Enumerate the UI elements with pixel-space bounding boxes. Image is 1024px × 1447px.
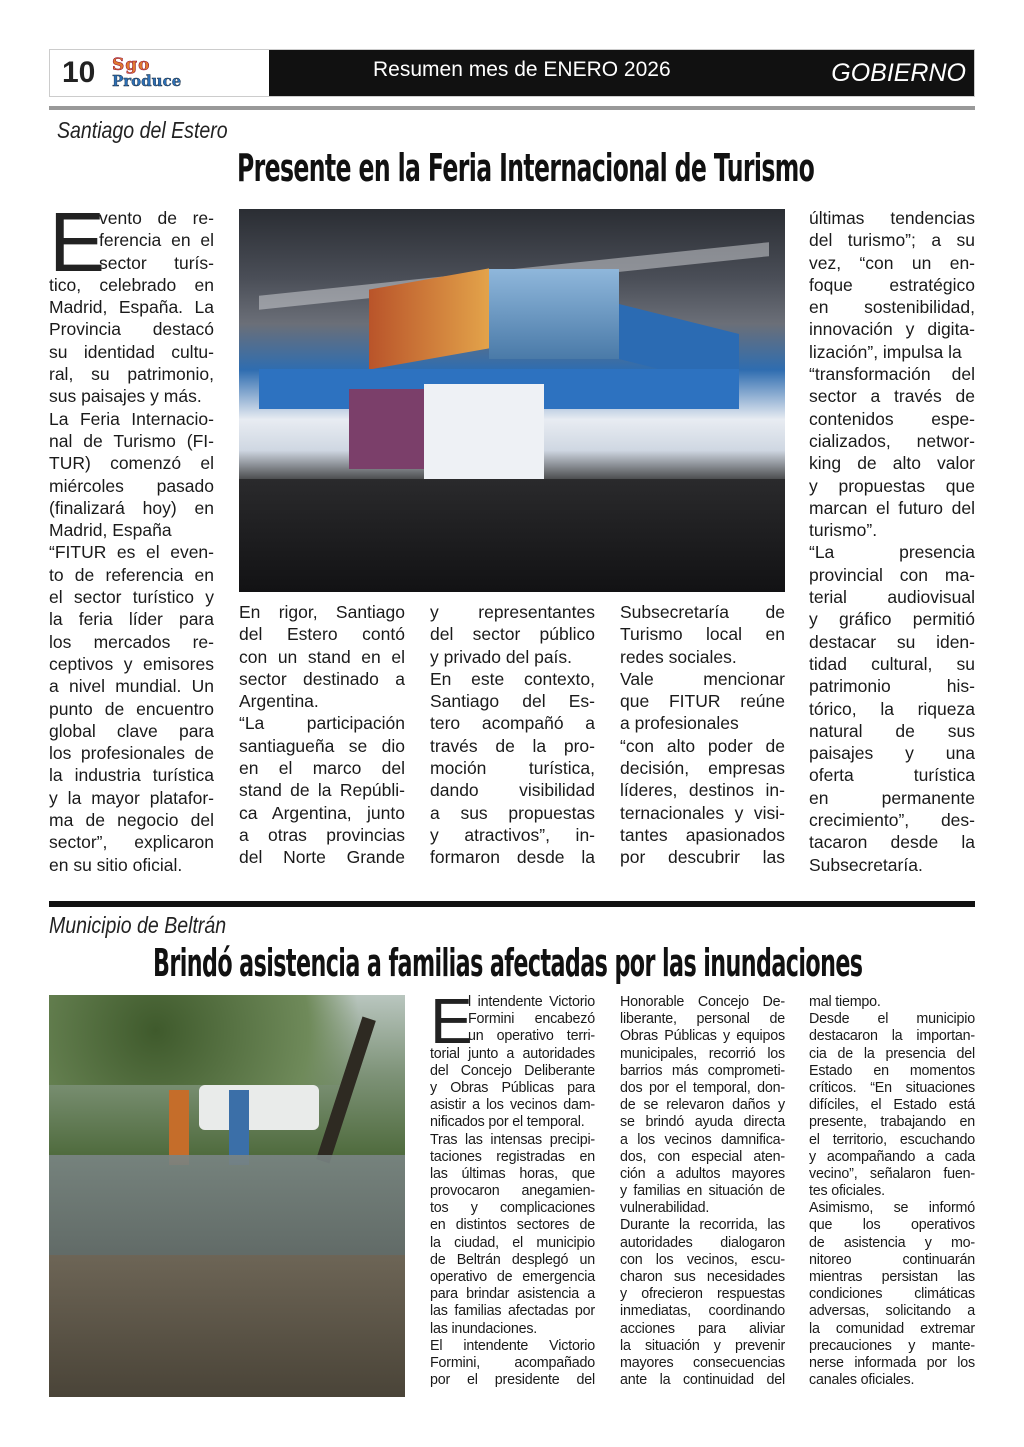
text-line: El intendente Victorio — [430, 1337, 595, 1354]
text-line: críticos. “En situaciones — [809, 1079, 975, 1096]
text-line: acciones para aliviar — [620, 1320, 785, 1337]
text-line: turismo”. — [809, 520, 878, 541]
text-line: dos por el temporal, don- — [620, 1079, 785, 1096]
text-line: precauciones y mante- — [809, 1337, 975, 1354]
text-line: a profesionales — [620, 713, 739, 734]
text-line: canales oficiales. — [809, 1372, 915, 1389]
text-line: y familias en situación de — [620, 1183, 785, 1200]
text-line: con los vecinos, escu- — [620, 1251, 785, 1268]
text-line: patrimonio his- — [809, 676, 975, 697]
text-line: tidad cultural, su — [809, 653, 975, 674]
text-line: moción turística, — [430, 758, 595, 779]
text-line: condiciones climáticas — [809, 1286, 975, 1303]
article1-headline: Presente en la Feria Internacional de Turismo — [237, 146, 815, 190]
text-line: tes oficiales. — [809, 1183, 885, 1200]
text-line: santiagueña se dio — [239, 735, 405, 756]
text-line: punto de encuentro — [49, 698, 214, 719]
text-line: contenidos espe- — [809, 408, 975, 429]
text-line: tero acompañó a — [430, 713, 595, 734]
text-line: la comunidad extremar — [809, 1320, 975, 1337]
text-line: del turismo”; a su — [809, 230, 975, 251]
text-line: dando visibilidad — [430, 780, 595, 801]
text-line: se brindó ayuda directa — [620, 1114, 785, 1131]
text-line: las últimas horas, que — [430, 1165, 595, 1182]
text-line: adversas, solicitando a — [809, 1303, 975, 1320]
text-line: stand de la Repúbli- — [239, 780, 405, 801]
text-line: mayores consecuencias — [620, 1354, 785, 1371]
text-line: marcan el futuro del — [809, 497, 975, 518]
text-line: en sostenibilidad, — [809, 297, 975, 318]
text-line: Provincia destacó — [49, 319, 214, 340]
section-name: GOBIERNO — [831, 59, 966, 87]
text-line: asistir a los vecinos dam- — [430, 1097, 595, 1114]
text-line: Durante la recorrida, las — [620, 1217, 785, 1234]
text-line: el territorio, escuchando — [809, 1131, 975, 1148]
text-line: Honorable Concejo De- — [620, 994, 785, 1010]
text-line: Turismo local en — [620, 624, 785, 645]
text-line: los mercados re- — [49, 631, 214, 652]
text-line: las familias afectadas por — [430, 1303, 595, 1320]
text-line: “transformación del — [809, 364, 975, 385]
article1-column-4 — [620, 601, 785, 869]
text-line: ceptivos y emisores — [49, 653, 214, 674]
article2-kicker: Municipio de Beltrán — [49, 912, 227, 938]
text-line: Subsecretaría. — [809, 854, 923, 875]
text-line: “con alto poder de — [620, 735, 785, 756]
text-line: “La presencia — [809, 542, 975, 563]
text-line: operativo de emergencia — [430, 1269, 595, 1285]
text-line: y privado del país. — [430, 646, 573, 667]
article2-column-2 — [620, 994, 785, 1389]
text-line: En rigor, Santiago — [239, 602, 405, 622]
text-line: y la mayor platafor- — [49, 787, 214, 808]
text-line: el sector turístico y — [49, 587, 214, 608]
text-line: la situación y prevenir — [620, 1337, 785, 1354]
text-line: nificados por el temporal. — [430, 1114, 585, 1131]
text-line: la industria turística — [49, 765, 214, 786]
text-line: redes sociales. — [620, 646, 737, 667]
text-line: los profesionales de — [49, 743, 214, 764]
text-line: Asimismo, se informó — [809, 1200, 975, 1217]
flood-assistance-photo — [49, 995, 405, 1397]
text-line: nal de Turismo (FI- — [49, 430, 214, 451]
drop-cap: E — [49, 195, 106, 290]
text-line: y atractivos”, in- — [430, 824, 595, 845]
text-line: paisajes y una — [809, 743, 975, 764]
text-line: natural de sus — [809, 720, 975, 741]
sgo-produce-logo — [112, 57, 181, 89]
article2-column-1 — [430, 984, 595, 1389]
text-line: miércoles pasado — [49, 475, 214, 496]
text-line: del Norte Grande — [239, 847, 405, 868]
text-line: cia de la presencia del — [809, 1045, 975, 1062]
text-line: barrios más comprometi- — [620, 1062, 785, 1079]
text-line: y representantes — [430, 602, 595, 622]
text-line: La Feria Internacio- — [49, 408, 214, 429]
page-header — [49, 49, 975, 97]
text-line: ca Argentina, junto — [239, 802, 405, 823]
text-line: “La participación — [239, 713, 405, 734]
article2-headline: Brindó asistencia a familias afectadas por las inundaciones — [153, 941, 863, 985]
text-line: nitoreo continuarán — [809, 1251, 975, 1268]
text-line: dos, con especial aten- — [620, 1148, 785, 1165]
article1-column-2 — [239, 601, 405, 869]
text-line: de Beltrán desplegó un — [430, 1251, 595, 1268]
text-line: ternacionales y visi- — [620, 802, 785, 823]
text-line: l intendente Victorio — [468, 994, 595, 1010]
text-line: tórico, la riqueza — [809, 698, 975, 719]
text-line: por el presidente del — [430, 1372, 595, 1389]
text-line: sector turís- — [99, 252, 214, 273]
text-line: TUR) comenzó el — [49, 453, 214, 474]
text-line: en distintos sectores de — [430, 1217, 595, 1234]
text-line: sus paisajes y más. — [49, 386, 202, 407]
text-line: a sus propuestas — [430, 802, 595, 823]
text-line: destacar su iden- — [809, 631, 975, 652]
text-line: mientras persistan las — [809, 1269, 975, 1285]
logo-line1: Sgo — [112, 55, 151, 75]
article1-column-3 — [430, 601, 595, 869]
text-line: a otras provincias — [239, 824, 405, 845]
text-line: tantes apasionados — [620, 824, 785, 845]
text-line: y gráfico permitió — [809, 609, 975, 630]
header-banner — [269, 50, 974, 96]
text-line: sector destinado a — [239, 668, 405, 689]
fitur-stand-photo — [239, 209, 785, 592]
text-line: En este contexto, — [430, 668, 595, 689]
text-line: (finalizará hoy) en — [49, 497, 214, 518]
text-line: por descubrir las — [620, 847, 785, 868]
text-line: para brindar asistencia a — [430, 1286, 595, 1303]
text-line: decisión, empresas — [620, 758, 785, 779]
text-line: municipales, recorrió los — [620, 1045, 785, 1062]
article2-column-3 — [809, 994, 975, 1389]
text-line: global clave para — [49, 720, 214, 741]
text-line: Argentina. — [239, 691, 319, 712]
article1-kicker: Santiago del Estero — [57, 117, 228, 143]
text-line: Madrid, España. La — [49, 297, 214, 318]
text-line: sector”, explicaron — [49, 832, 214, 853]
text-line: terial audiovisual — [809, 587, 975, 608]
text-line: en permanente — [809, 787, 975, 808]
text-line: destacaron la importan- — [809, 1028, 975, 1045]
issue-title: Resumen mes de ENERO 2026 — [373, 58, 671, 81]
text-line: en el marco del — [239, 758, 405, 779]
drop-cap: E — [430, 984, 473, 1057]
text-line: la feria líder para — [49, 609, 214, 630]
text-line: ral, su patrimonio, — [49, 364, 214, 385]
text-line: que FITUR reúne — [620, 691, 785, 712]
text-line: formaron desde la — [430, 847, 595, 868]
text-line: un operativo terri- — [468, 1028, 595, 1045]
text-line: últimas tendencias — [809, 208, 975, 228]
text-line: torial junto a autoridades — [430, 1045, 595, 1062]
text-line: autoridades dialogaron — [620, 1234, 785, 1251]
text-line: ción a adultos mayores — [620, 1165, 785, 1182]
text-line: y Obras Públicas para — [430, 1079, 595, 1096]
text-line: y propuestas que — [809, 475, 975, 496]
header-left — [50, 50, 269, 96]
page-number: 10 — [62, 56, 96, 89]
text-line: su identidad cultu- — [49, 341, 214, 362]
text-line: través de la pro- — [430, 735, 595, 756]
text-line: cializados, networ- — [809, 430, 975, 451]
text-line: difíciles, el Estado está — [809, 1097, 975, 1114]
text-line: ante la continuidad del — [620, 1372, 785, 1389]
logo-line2: Produce — [112, 72, 182, 90]
text-line: presente, trabajando en — [809, 1114, 975, 1131]
text-line: del sector público — [430, 624, 595, 645]
text-line: en su sitio oficial. — [49, 854, 183, 875]
text-line: nerse informada por los — [809, 1354, 975, 1371]
article1-column-1 — [49, 195, 214, 876]
text-line: provocaron anegamien- — [430, 1183, 595, 1200]
text-line: que los operativos — [809, 1217, 975, 1234]
text-line: Formini, acompañado — [430, 1354, 595, 1371]
text-line: king de alto valor — [809, 453, 975, 474]
text-line: Formini encabezó — [468, 1011, 595, 1028]
header-divider — [49, 106, 975, 110]
text-line: con un stand en el — [239, 646, 405, 667]
text-line: taciones registradas en — [430, 1148, 595, 1165]
text-line: vecino”, señalaron fuen- — [809, 1165, 975, 1182]
text-line: mal tiempo. — [809, 994, 881, 1010]
text-line: líderes, destinos in- — [620, 780, 785, 801]
text-line: tacaron desde la — [809, 832, 975, 853]
text-line: ma de negocio del — [49, 810, 214, 831]
text-line: Vale mencionar — [620, 668, 785, 689]
text-line: Estado en momentos — [809, 1062, 975, 1079]
text-line: to de referencia en — [49, 564, 214, 585]
text-line: a los vecinos damnifica- — [620, 1131, 785, 1148]
text-line: provincial con ma- — [809, 564, 975, 585]
text-line: Madrid, España — [49, 520, 172, 541]
text-line: de se relevaron daños y — [620, 1097, 785, 1114]
text-line: sector a través de — [809, 386, 975, 407]
text-line: oferta turística — [809, 765, 975, 786]
text-line: de asistencia y mo- — [809, 1234, 975, 1251]
text-line: lización”, impulsa la — [809, 341, 962, 362]
text-line: innovación y digita- — [809, 319, 975, 340]
text-line: la ciudad, el municipio — [430, 1234, 595, 1251]
text-line: Tras las intensas precipi- — [430, 1131, 595, 1148]
text-line: Obras Públicas y equipos — [620, 1028, 785, 1045]
text-line: a nivel mundial. Un — [49, 676, 214, 697]
text-line: del Estero contó — [239, 624, 405, 645]
section-divider — [49, 901, 975, 907]
text-line: foque estratégico — [809, 274, 975, 295]
text-line: Santiago del Es- — [430, 691, 595, 712]
text-line: y acompañando a cada — [809, 1148, 975, 1165]
text-line: vulnerabilidad. — [620, 1200, 710, 1217]
text-line: vento de re- — [99, 208, 214, 228]
text-line: ferencia en el — [99, 230, 214, 251]
text-line: inmediatas, coordinando — [620, 1303, 785, 1320]
text-line: “FITUR es el even- — [49, 542, 214, 563]
text-line: y ofrecieron respuestas — [620, 1286, 785, 1303]
text-line: charon sus necesidades — [620, 1269, 785, 1285]
text-line: vez, “con un en- — [809, 252, 975, 273]
text-line: liberante, personal de — [620, 1011, 785, 1028]
article1-column-5 — [809, 207, 975, 876]
text-line: tos y complicaciones — [430, 1200, 595, 1217]
text-line: las inundaciones. — [430, 1320, 538, 1337]
text-line: tico, celebrado en — [49, 274, 214, 295]
text-line: del Concejo Deliberante — [430, 1062, 595, 1079]
text-line: Desde el municipio — [809, 1011, 975, 1028]
text-line: Subsecretaría de — [620, 602, 785, 622]
text-line: crecimiento”, des- — [809, 810, 975, 831]
